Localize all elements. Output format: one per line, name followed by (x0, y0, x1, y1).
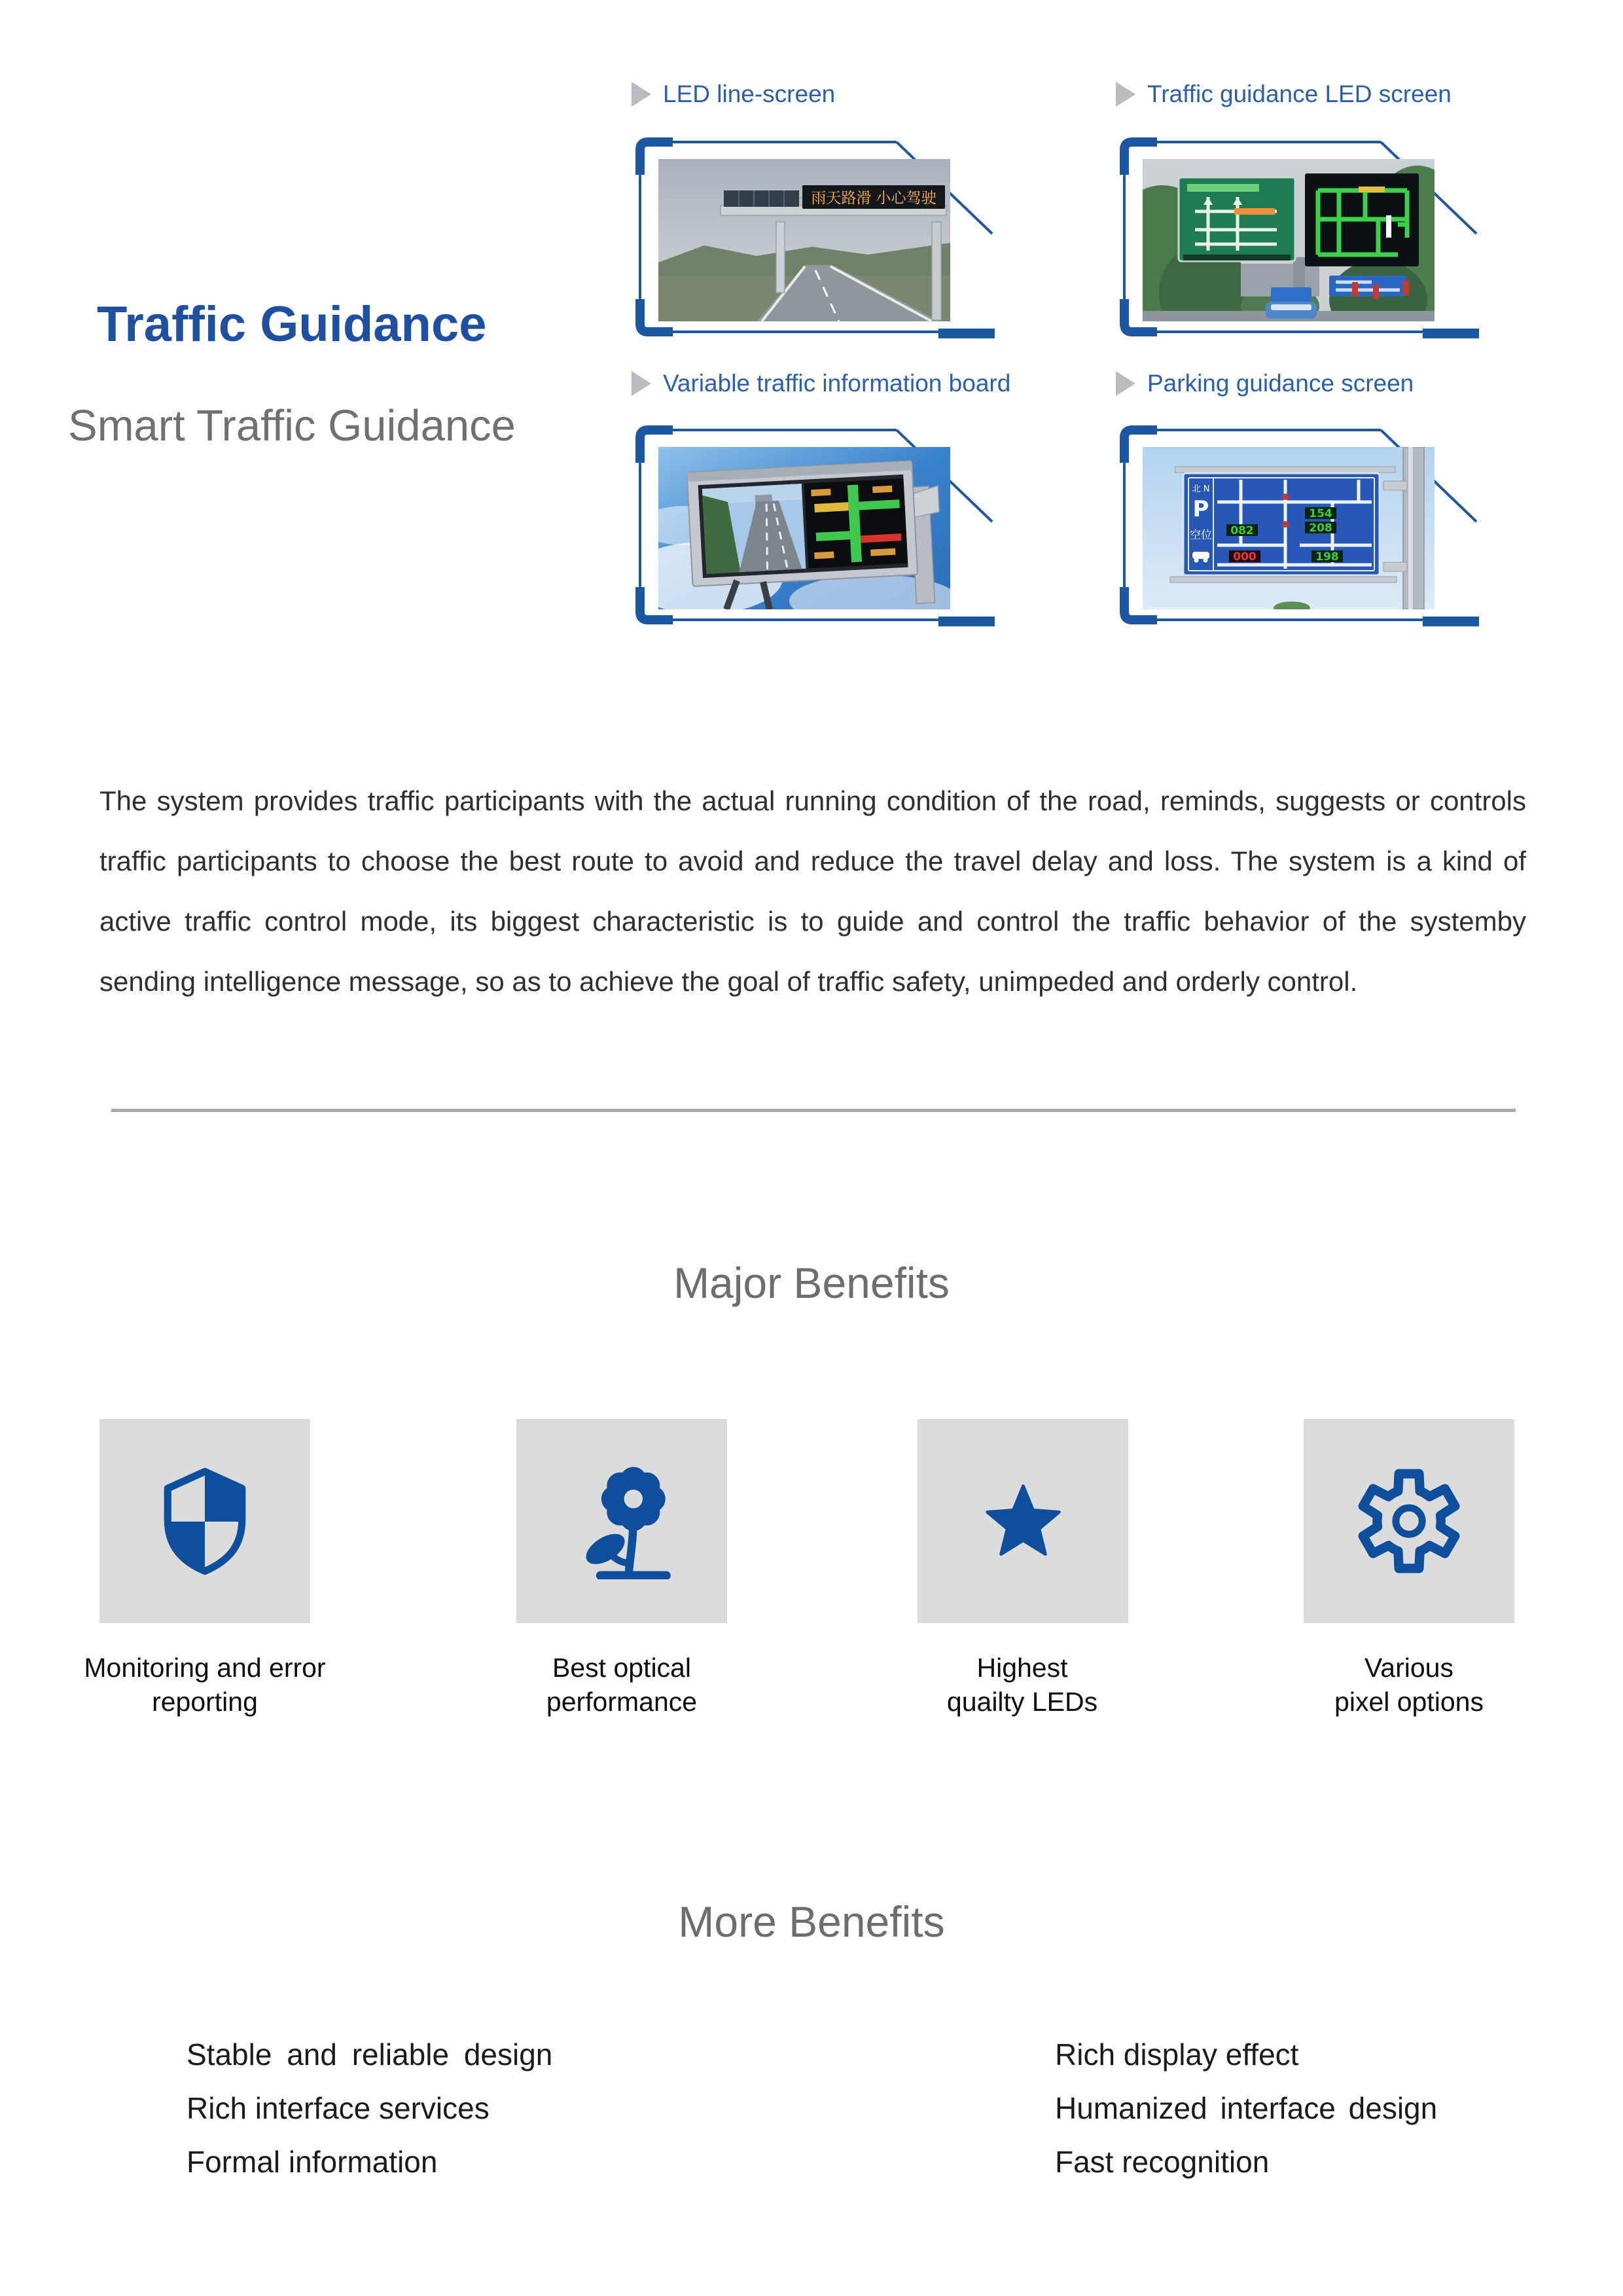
gallery-label-text: Variable traffic information board (663, 370, 1011, 397)
major-benefits-heading: Major Benefits (673, 1259, 950, 1307)
benefit-card-quality (918, 1419, 1128, 1623)
section-divider (111, 1109, 1516, 1112)
benefit-label-line: reporting (152, 1687, 258, 1717)
gallery-label-variable-board (632, 368, 1010, 399)
gallery-label-text: LED line-screen (663, 81, 836, 107)
photo-traffic-guidance-screen (1143, 159, 1435, 321)
benefit-line: Fast recognition (1055, 2145, 1270, 2179)
gallery-label-led-line-screen (632, 79, 835, 110)
benefit-line: Rich display effect (1055, 2037, 1299, 2072)
benefit-label-line: performance (546, 1687, 698, 1717)
gallery-cell-led-line-screen (630, 134, 996, 344)
benefit-label-line: Various (1364, 1653, 1454, 1683)
benefit-label-quality (865, 1651, 1179, 1719)
benefit-label-line: Highest (976, 1653, 1068, 1683)
benefit-card-monitoring (99, 1419, 310, 1623)
page-subtitle: Smart Traffic Guidance (68, 401, 516, 450)
photo-variable-board (658, 447, 950, 609)
benefit-label-optical (465, 1651, 779, 1719)
flower-icon (563, 1463, 680, 1579)
parking-count-green: 208 (1309, 522, 1332, 535)
gallery-label-text: Parking guidance screen (1147, 370, 1414, 397)
gallery-label-traffic-guidance (1116, 79, 1452, 110)
gallery-cell-variable-board (630, 422, 996, 632)
benefit-label-line: quailty LEDs (946, 1687, 1098, 1717)
benefit-label-line: pixel options (1334, 1687, 1484, 1717)
benefit-line: Rich interface services (187, 2091, 490, 2125)
benefit-card-optical (516, 1419, 727, 1623)
arrow-marker-icon (632, 371, 651, 396)
parking-vacancy-text: 空位 (1190, 529, 1212, 542)
benefit-line: Formal information (187, 2145, 438, 2179)
parking-p-text: P (1192, 496, 1209, 522)
gallery-cell-traffic-guidance (1114, 134, 1480, 344)
gear-icon (1354, 1466, 1464, 1576)
benefit-label-pixel (1252, 1651, 1566, 1719)
benefit-label-line: Monitoring and error (84, 1653, 326, 1683)
arrow-marker-icon (632, 82, 651, 107)
arrow-marker-icon (1116, 371, 1135, 396)
benefit-card-pixel (1304, 1419, 1514, 1623)
star-icon (963, 1469, 1084, 1573)
more-benefits-left-column (187, 2028, 552, 2189)
parking-count-green: 154 (1309, 507, 1332, 520)
benefit-line: Stable and reliable design (187, 2037, 553, 2072)
more-benefits-heading: More Benefits (678, 1897, 945, 1946)
parking-count-green: 198 (1315, 550, 1339, 564)
gallery-cell-parking-screen (1114, 422, 1480, 632)
photo-led-line-screen (658, 159, 950, 321)
gallery-label-parking-screen (1116, 368, 1414, 399)
gallery-label-text: Traffic guidance LED screen (1147, 81, 1452, 107)
led-sign-text: 雨天路滑 小心驾驶 (811, 190, 936, 207)
benefit-label-monitoring (48, 1651, 362, 1719)
shield-icon (149, 1465, 261, 1577)
parking-count-red: 000 (1233, 550, 1257, 564)
photo-parking-screen (1143, 447, 1435, 609)
more-benefits-right-column (1055, 2028, 1437, 2189)
description-paragraph: The system provides traffic participants with the actual running condition of the road, reminds, suggests or controls traffic participants to choose the best route to avoid and reduce the travel delay and loss. The system is a kind of active traffic control mode, its biggest characteristic is to guide and control the traffic behavior of the systemby sending intelligence message, so as to achieve the goal of traffic safety, unimpeded and orderly control. (99, 785, 1526, 997)
benefit-label-line: Best optical (552, 1653, 691, 1683)
page-title: Traffic Guidance (97, 296, 487, 352)
parking-count-green: 082 (1230, 524, 1254, 537)
arrow-marker-icon (1116, 82, 1135, 107)
benefit-line: Humanized interface design (1055, 2091, 1438, 2125)
parking-compass-text: 北 N (1192, 484, 1210, 494)
